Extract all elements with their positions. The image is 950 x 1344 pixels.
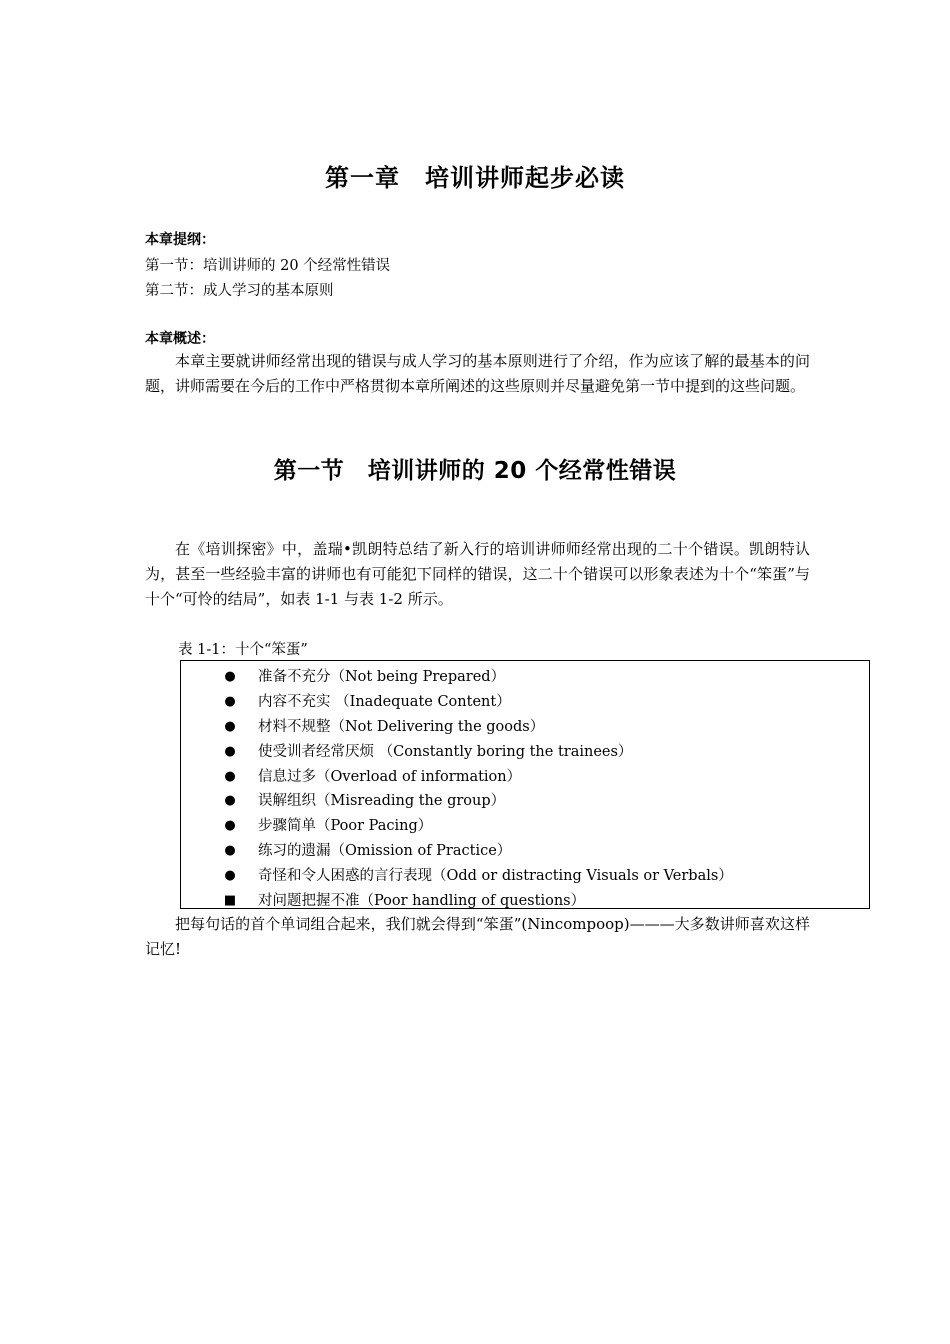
list-item	[181, 789, 869, 814]
bullet-icon: ●	[224, 793, 236, 809]
overview-text: 本章主要就讲师经常出现的错误与成人学习的基本原则进行了介绍，作为应该了解的最基本的问题，讲师需要在今后的工作中严格贯彻本章所阐述的这些原则并尽量避免第一节中提到的这些问题。	[145, 352, 810, 395]
intro-text: 在《培训探密》中，盖瑞•凯朗特总结了新入行的培训讲师师经常出现的二十个错误。凯朗特认为，甚至一些经验丰富的讲师也有可能犯下同样的错误，这二十个错误可以形象表述为十个“笨蛋”与十个“可怜的结局”，如表 1-1 与表 1-2 所示。	[145, 540, 810, 608]
list-item	[181, 665, 869, 690]
list-item-text: 准备不充分（Not being Prepared）	[258, 669, 506, 685]
intro-paragraph	[145, 537, 810, 612]
closing-text: 把每句话的首个单词组合起来，我们就会得到“笨蛋”(Nincompoop)———大多数讲师喜欢这样记忆!	[145, 915, 810, 958]
list-item-text: 步骤简单（Poor Pacing）	[258, 818, 433, 835]
bullet-icon: ●	[224, 868, 236, 884]
list-item-text: 对问题把握不准（Poor handling of questions）	[258, 893, 586, 910]
mistakes-table	[180, 660, 870, 909]
list-item	[181, 690, 869, 715]
outline-heading: 本章提纲：	[145, 232, 215, 248]
mistakes-list	[181, 661, 869, 914]
list-item	[181, 715, 869, 740]
bullet-icon: ●	[224, 843, 236, 859]
outline-item-1: 第一节：培训讲师的 20 个经常性错误	[145, 258, 391, 274]
list-item	[181, 740, 869, 765]
bullet-icon: ●	[224, 768, 236, 784]
list-item-text: 使受训者经常厌烦 （Constantly boring the trainees）	[258, 743, 633, 760]
section-title: 第一节 培训讲师的 20 个经常性错误	[273, 458, 677, 484]
list-item	[181, 864, 869, 889]
table-caption: 表 1-1：十个“笨蛋”	[178, 642, 308, 658]
bullet-icon: ●	[224, 693, 236, 709]
chapter-title: 第一章 培训讲师起步必读	[325, 164, 625, 192]
list-item-text: 材料不规整（Not Delivering the goods）	[258, 718, 545, 735]
list-item-text: 练习的遗漏（Omission of Practice）	[258, 843, 512, 860]
overview-heading: 本章概述：	[145, 331, 215, 347]
list-item-text: 内容不充实 （Inadequate Content）	[258, 693, 511, 710]
list-item-text: 奇怪和令人困惑的言行表现（Odd or distracting Visuals or Verbals）	[258, 868, 733, 885]
outline-item-2: 第二节：成人学习的基本原则	[145, 283, 334, 299]
list-item	[181, 889, 869, 914]
closing-paragraph	[145, 912, 810, 962]
list-item	[181, 814, 869, 839]
bullet-icon: ●	[224, 818, 236, 834]
bullet-icon: ●	[224, 669, 236, 684]
list-item	[181, 765, 869, 790]
bullet-icon: ●	[224, 743, 236, 759]
bullet-icon: ●	[224, 718, 236, 734]
square-bullet-icon: ■	[223, 893, 237, 909]
list-item-text: 误解组织（Misreading the group）	[258, 793, 506, 810]
overview-paragraph	[145, 349, 810, 399]
list-item	[181, 839, 869, 864]
list-item-text: 信息过多（Overload of information）	[258, 768, 522, 785]
